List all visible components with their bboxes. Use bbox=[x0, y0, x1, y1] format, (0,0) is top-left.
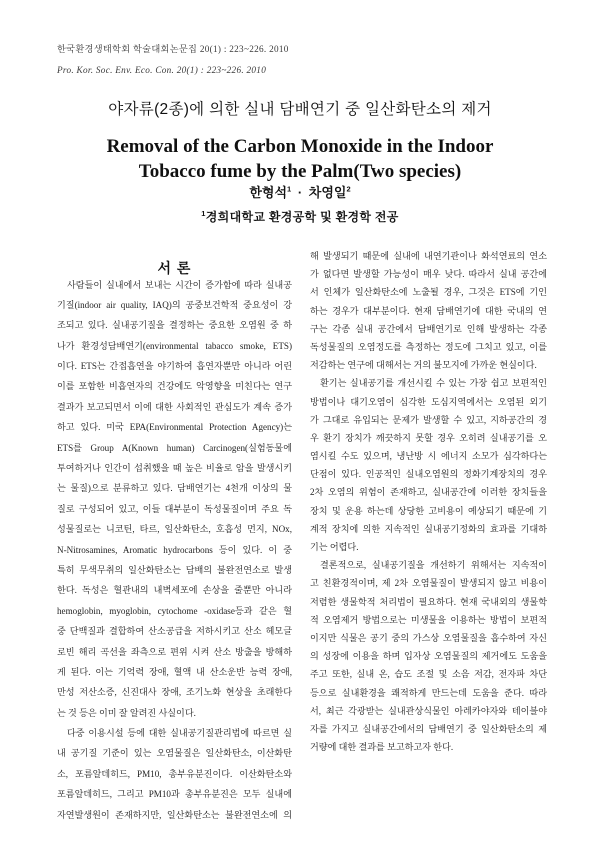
body-text-line: 우 환기 장치가 깨끗하지 못할 경우 오히려 실내공기를 오 bbox=[310, 432, 547, 443]
body-text-line: 기질(indoor air quality, IAQ)의 공중보건학적 중요성이 강 bbox=[57, 299, 292, 310]
paper-title-english bbox=[0, 134, 600, 184]
body-text-line: 자연발생원이 존재하지만, 일산화탄소는 불완전연소에 의 bbox=[57, 809, 292, 820]
journal-header-english: Pro. Kor. Soc. Env. Eco. Con. 20(1) : 223~226. 2010 bbox=[57, 65, 267, 75]
body-text-line: 의 성장에 이용을 하며 입자상 오염물질의 제거에도 도움을 bbox=[310, 651, 547, 662]
body-text-line: 조되고 있다. 실내공기질을 결정하는 중요한 오염원 중 하 bbox=[57, 320, 292, 331]
body-text-line: 해 발생되기 때문에 실내에 내연기관이나 화석연료의 연소 bbox=[310, 251, 547, 261]
body-text-line: 단점이 있다. 인공적인 실내오염원의 정화기계장치의 경우 bbox=[310, 469, 547, 480]
body-text-line: 구는 각종 실내 공간에서 담배연기로 인해 발생하는 각종 bbox=[310, 323, 547, 334]
body-text-line: 내 공기질 기준이 있는 오염물질은 일산화탄소, 이산화탄 bbox=[57, 748, 292, 759]
body-text-line: 사람들이 실내에서 보내는 시간이 증가함에 따라 실내공 bbox=[67, 279, 292, 290]
body-text-line: 결과가 보고되면서 이에 대한 사회적인 관심도가 계속 증가 bbox=[57, 401, 292, 412]
body-text-line: 중 단백질과 결합하여 산소공급을 저하시키고 산소 헤모글 bbox=[57, 626, 292, 637]
body-text-line: 적 오염제거 방법으로는 미생물을 이용하는 방법이 보편적 bbox=[310, 614, 547, 625]
body-text-line: 저감하는 연구에 대해서는 거의 불모지에 가까운 현실이다. bbox=[310, 360, 537, 371]
body-text-line: 환기는 실내공기를 개선시킬 수 있는 가장 쉽고 보편적인 bbox=[320, 378, 547, 389]
body-text-line: 이를 포함한 비흡연자의 건강에도 악영향을 미친다는 연구 bbox=[57, 381, 292, 392]
body-text-line: 가 없다면 발생할 가능성이 매우 낮다. 따라서 실내 공간에 bbox=[310, 269, 547, 280]
author-name: 차영일 bbox=[308, 185, 347, 200]
body-text-line: 로빈 해리 곡선을 좌측으로 편위 시켜 산소 방출을 방해하 bbox=[57, 646, 292, 657]
affiliation-text: 경희대학교 환경공학 및 환경학 전공 bbox=[205, 210, 399, 224]
left-text-column bbox=[57, 275, 292, 826]
author-affiliation-mark: 1 bbox=[287, 184, 292, 194]
body-text-line: 장치 및 운용 하는데 상당한 고비용이 예상되기 때문에 기 bbox=[310, 505, 547, 516]
section-heading: 서 론 bbox=[157, 260, 192, 276]
body-text-line: 투여하거나 인간이 섭취했을 때 높은 비율로 암을 발생시키 bbox=[57, 463, 292, 474]
body-text-line: N-Nitrosamines, Aromatic hydrocarbons 등이 있다. 이 중 bbox=[57, 544, 292, 555]
paragraph bbox=[310, 374, 547, 556]
body-text-line: 염시킬 수도 있으며, 냉난방 시 에너지 소모가 심각하다는 bbox=[310, 451, 547, 462]
body-text-line: 만성 저산소증, 신진대사 장애, 조기노화 현상을 초래한다 bbox=[57, 687, 292, 698]
affiliation-mark: 1 bbox=[201, 209, 206, 218]
body-text-line: 포름알데히드, 그리고 PM10과 총부유분진은 모두 실내에 bbox=[57, 789, 292, 800]
body-text-line: 다중 이용시설 등에 대한 실내공기질관리법에 따르면 실 bbox=[67, 728, 292, 739]
body-text-line: 는 물질)으로 분류하고 있다. 담배연기는 4천개 이상의 물 bbox=[57, 483, 292, 494]
body-text-line: 독성물질의 오염정도를 측정하는 정도에 그치고 있고, 이를 bbox=[310, 341, 547, 352]
right-text-column bbox=[310, 247, 547, 756]
body-text-line: 나가 환경성담배연기(environmental tabacco smoke, ETS) bbox=[57, 340, 292, 351]
body-text-line: 2차 오염의 위험이 존재하고, 실내공간에 이러한 장치들을 bbox=[310, 487, 547, 498]
author-name: 한형석 bbox=[249, 185, 288, 200]
paper-title-korean: 야자류(2종)에 의한 실내 담배연기 중 일산화탄소의 제거 bbox=[108, 101, 492, 118]
journal-header-korean: 한국환경생태학회 학술대회논문집 20(1) : 223~226. 2010 bbox=[57, 44, 289, 54]
paper-title-english-line: Removal of the Carbon Monoxide in the Indoor bbox=[106, 135, 494, 157]
body-text-line: 서 인체가 일산화탄소에 노출될 경우, 그것은 ETS에 기인 bbox=[310, 287, 547, 298]
body-text-line: 방법이나 대기오염이 심각한 도심지역에서는 오염된 외기 bbox=[310, 396, 547, 407]
author-list bbox=[0, 184, 600, 202]
body-text-line: hemoglobin, myoglobin, cytochome -oxidase등과 같은 혈 bbox=[57, 605, 292, 616]
body-text-line: 서, 최근 각광받는 실내관상식물인 아레카야자와 테이블야 bbox=[310, 705, 547, 716]
body-text-line: 소, 포름알데히드, PM10, 총부유분진이다. 이산화탄소와 bbox=[57, 768, 292, 779]
paper-title-english-line: Tobacco fume by the Palm(Two species) bbox=[138, 160, 462, 182]
body-text-line: 자를 가지고 실내공간에서의 담배연기 중 일산화탄소의 제 bbox=[310, 723, 547, 734]
body-text-line: 게 된다. 이는 기억력 장애, 혈액 내 산소운반 능력 장애, bbox=[57, 666, 292, 677]
body-text-line: 거량에 대한 결과를 보고하고자 한다. bbox=[310, 742, 454, 753]
body-text-line: 하고 있다. 미국 EPA(Environmental Protection Agency)는 bbox=[57, 422, 292, 433]
body-text-line: 등으로 실내환경을 쾌적하게 만드는데 도움을 준다. 따라 bbox=[310, 687, 547, 698]
body-text-line: 특히 무색무취의 일산화탄소는 담배의 불완전연소로 발생 bbox=[57, 564, 292, 575]
body-text-line: 질로 구성되어 있고, 이들 대부분이 독성물질이며 주요 독 bbox=[57, 503, 292, 514]
body-text-line: 성물질로는 니코틴, 타르, 일산화탄소, 호흡성 먼지, NOx, bbox=[57, 524, 292, 535]
body-text-line: 고 친환경적이며, 제 2차 오염물질이 발생되지 않고 비용이 bbox=[310, 578, 547, 589]
author-affiliation-mark: 2 bbox=[346, 184, 351, 194]
body-text-line: 하는 경우가 대부분이다. 현재 담배연기에 대한 국내의 연 bbox=[310, 305, 547, 316]
body-text-line: 주고 또한, 실내 온, 습도 조절 및 소음 저감, 전자파 차단 bbox=[310, 669, 547, 680]
body-text-line: 계적 장치에 의한 지속적인 실내공기정화의 효과를 기대하 bbox=[310, 523, 547, 534]
paragraph bbox=[310, 247, 547, 374]
body-text-line: 는 것 등은 이미 잘 알려진 사실이다. bbox=[57, 707, 196, 718]
body-text-line: 가 그대로 유입되는 문제가 발생할 수 있고, 지하공간의 경 bbox=[310, 414, 547, 425]
body-text-line: 한다. 독성은 혈관내의 내벽세포에 손상을 줄뿐만 아니라 bbox=[57, 585, 292, 596]
body-text-line: 결론적으로, 실내공기질을 개선하기 위해서는 지속적이 bbox=[320, 560, 547, 571]
body-text-line: 기는 어렵다. bbox=[310, 542, 359, 552]
paragraph bbox=[310, 556, 547, 756]
paragraph bbox=[57, 275, 292, 724]
author-separator: · bbox=[297, 185, 303, 200]
body-text-line: ETS를 Group A(Known human) Carcinogen(실험동물에 bbox=[57, 442, 292, 453]
body-text-line: 저렴한 생물학적 처리법이 필요하다. 현재 국내외의 생물학 bbox=[310, 596, 547, 607]
author-affiliation bbox=[0, 208, 600, 226]
body-text-line: 이지만 식물은 공기 중의 가스상 오염물질을 흡수하여 자신 bbox=[310, 632, 547, 643]
body-text-line: 이다. ETS는 간접흡연을 야기하여 흡연자뿐만 아니라 어린 bbox=[57, 361, 292, 372]
paragraph bbox=[57, 723, 292, 825]
